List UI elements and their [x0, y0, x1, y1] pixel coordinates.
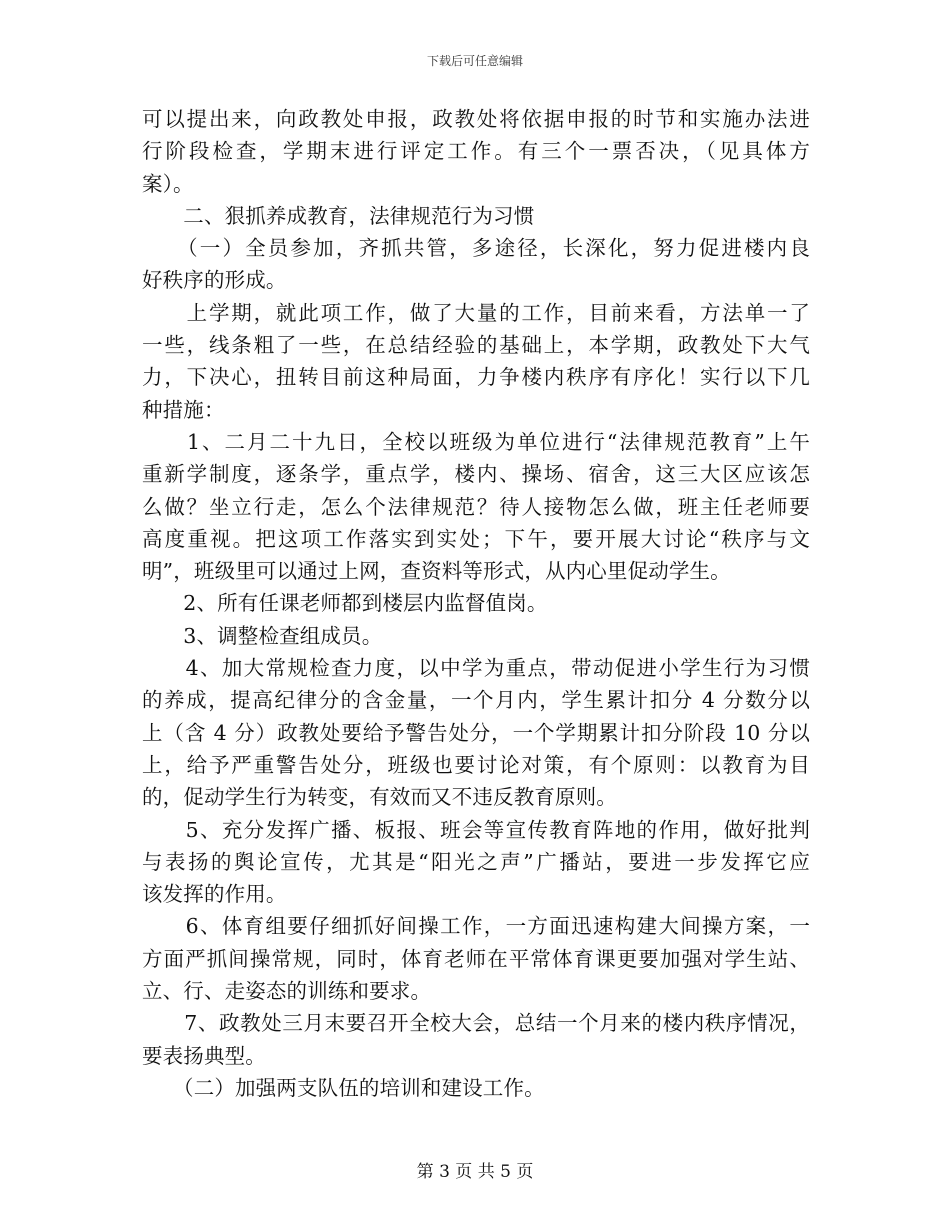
text-line: 要表扬典型。 [142, 1043, 266, 1068]
text-line: 5、充分发挥广播、板报、班会等宣传教育阵地的作用，做好批判 [142, 817, 810, 842]
text-line: （二）加强两支队伍的培训和建设工作。 [142, 1075, 545, 1100]
text-line: 案）。 [142, 171, 194, 196]
text-line: 与表扬的舆论宣传，尤其是“阳光之声”广播站，要进一步发挥它应 [142, 849, 810, 874]
text-line: 1、二月二十九日，全校以班级为单位进行“法律规范教育”上午 [142, 429, 810, 454]
text-line: 力，下决心，扭转目前这种局面，力争楼内秩序有序化！实行以下几 [142, 365, 810, 390]
document-body [142, 103, 810, 1104]
text-line: 上，给予严重警告处分，班级也要讨论对策，有个原则：以教育为目 [142, 752, 810, 777]
text-line: 种措施： [142, 397, 225, 422]
text-line: 4、加大常规检查力度，以中学为重点，带动促进小学生行为习惯 [142, 656, 810, 681]
text-line: 可以提出来，向政教处申报，政教处将依据申报的时节和实施办法进 [142, 107, 810, 131]
text-line: 的，促动学生行为转变，有效而又不违反教育原则。 [142, 785, 617, 810]
text-line: 的养成，提高纪律分的含金量，一个月内，学生累计扣分 4 分数分以 [142, 688, 810, 713]
page-header: 下载后可任意编辑 [426, 54, 523, 68]
text-line: 该发挥的作用。 [142, 882, 287, 907]
text-line: 重新学制度，逐条学，重点学，楼内、操场、宿舍，这三大区应该怎 [142, 462, 810, 487]
text-line: 7、政教处三月末要召开全校大会，总结一个月来的楼内秩序情况， [142, 1011, 810, 1036]
text-line: 一些，线条粗了一些，在总结经验的基础上，本学期，政教处下大气 [142, 333, 810, 358]
text-line: 上（含 4 分）政教处要给予警告处分，一个学期累计扣分阶段 10 分以 [142, 720, 810, 745]
text-line: 2、所有任课老师都到楼层内监督值岗。 [142, 591, 548, 616]
text-line: 上学期，就此项工作，做了大量的工作，目前来看，方法单一了 [142, 300, 810, 325]
text-line: 3、调整检查组成员。 [142, 623, 383, 648]
text-line: 6、体育组要仔细抓好间操工作，一方面迅速构建大间操方案，一 [142, 914, 810, 939]
text-line: 行阶段检查，学期末进行评定工作。有三个一票否决，（见具体方 [142, 139, 810, 164]
text-line: （一）全员参加，齐抓共管，多途径，长深化，努力促进楼内良 [142, 236, 810, 261]
text-line: 么做？坐立行走，怎么个法律规范？待人接物怎么做，班主任老师要 [142, 494, 810, 519]
text-line: 好秩序的形成。 [142, 268, 287, 293]
text-line: 高度重视。把这项工作落实到实处；下午，要开展大讨论“秩序与文 [142, 526, 810, 551]
text-line: 方面严抓间操常规，同时，体育老师在平常体育课更要加强对学生站、 [142, 946, 810, 971]
text-line: 明”，班级里可以通过上网，查资料等形式，从内心里促动学生。 [142, 559, 731, 584]
text-line: 立、行、走姿态的训练和要求。 [142, 979, 432, 1004]
text-line: 二、狠抓养成教育，法律规范行为习惯 [142, 203, 535, 228]
page-footer: 第 3 页 共 5 页 [416, 1162, 534, 1182]
